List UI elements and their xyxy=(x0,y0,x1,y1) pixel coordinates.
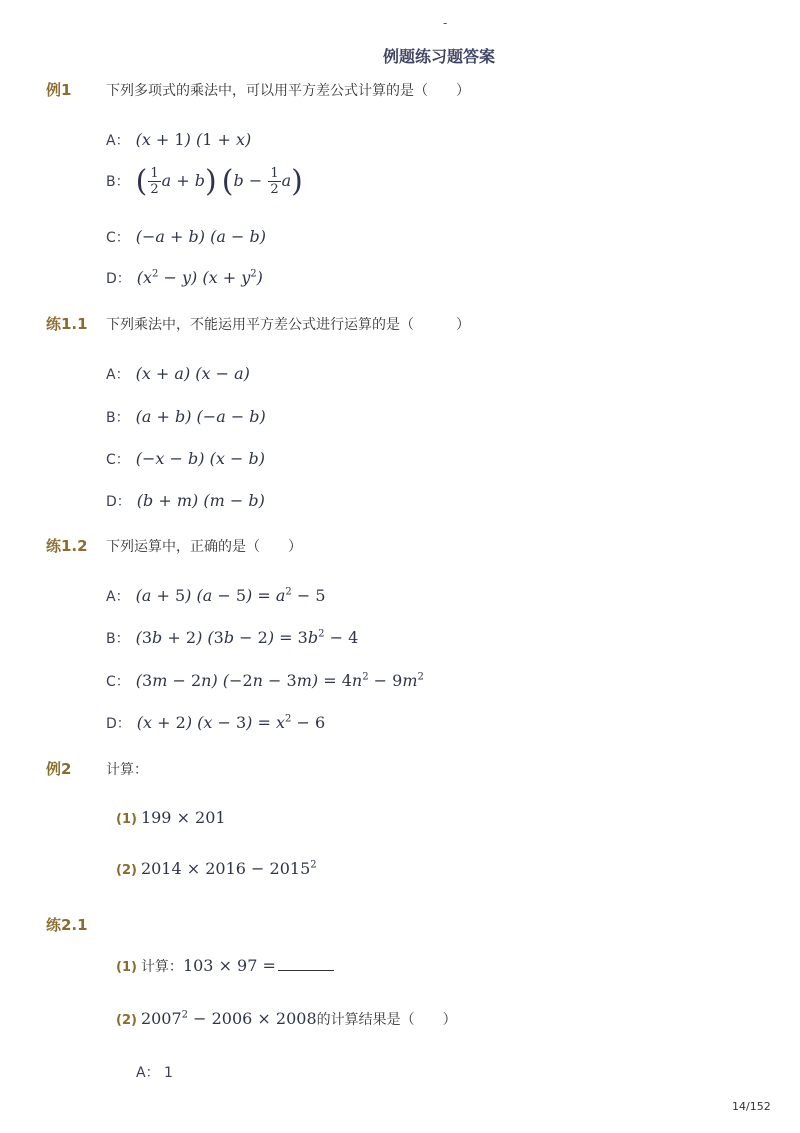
option-prefix: D： xyxy=(106,271,131,287)
question-text-practice-1-2: 下列运算中，正确的是（ ） xyxy=(106,539,302,555)
option-d xyxy=(106,491,265,511)
option-c xyxy=(106,227,266,247)
option-formula: (x + 2) $(x - 3) = x^2 - 6$ xyxy=(136,713,326,732)
option-c xyxy=(106,449,265,469)
option-formula: (−a + b) (a − b) xyxy=(135,227,266,246)
option-prefix: C： xyxy=(106,452,130,468)
page-title: 例题练习题答案 xyxy=(383,47,496,66)
option-a xyxy=(106,364,250,384)
option-d xyxy=(106,713,325,733)
subquestion-1 xyxy=(116,956,334,976)
option-formula: (x + a) (x − a) xyxy=(135,364,250,383)
option-formula: (a + 5) $(a - 5) = a^2 - 5$ xyxy=(135,586,326,605)
subquestion-number: (2) xyxy=(116,863,137,878)
page-number: 14/152 xyxy=(732,1100,771,1113)
fraction-denominator: 2 xyxy=(150,182,159,197)
question-text-example-1: 下列多项式的乘法中，可以用平方差公式计算的是（ ） xyxy=(106,83,470,99)
question-label-example-2: 例2 xyxy=(46,760,72,778)
question-text-practice-1-1: 下列乘法中，不能运用平方差公式进行运算的是（ ） xyxy=(106,317,470,333)
answer-blank xyxy=(278,956,334,971)
option-formula: (b + m) (m − b) xyxy=(136,491,265,510)
fraction-numerator: 1 xyxy=(150,166,159,181)
option-prefix: B： xyxy=(106,631,130,647)
option-prefix: A： xyxy=(106,133,130,149)
option-prefix: A： xyxy=(136,1065,160,1081)
fraction-numerator: 1 xyxy=(270,166,279,181)
option-formula: (a + b) (−a − b) xyxy=(135,407,266,426)
question-label-example-1: 例1 xyxy=(46,81,72,99)
option-formula: (x + 1) (1 + x) xyxy=(135,130,252,149)
subquestion-text: 计算： xyxy=(140,959,183,975)
option-prefix: A： xyxy=(106,367,130,383)
option-prefix: D： xyxy=(106,494,131,510)
option-c xyxy=(106,671,424,691)
header-dash: - xyxy=(443,16,448,30)
option-formula: (3m − 2n) $(-2n - 3m) = 4n^2 - 9m^2$ xyxy=(135,671,424,690)
option-b xyxy=(106,164,303,199)
option-prefix: D： xyxy=(106,716,131,732)
option-formula: (−x − b) (x − b) xyxy=(135,449,265,468)
option-prefix: A： xyxy=(106,589,130,605)
subquestion-formula: $2007^2 - 2006 \times 2008$ xyxy=(140,1009,317,1028)
subquestion-2 xyxy=(116,1009,457,1029)
option-prefix: C： xyxy=(106,230,130,246)
subquestion-text: 的计算结果是（ ） xyxy=(316,1012,457,1028)
subquestion-number: (2) xyxy=(116,1013,137,1028)
option-prefix: B： xyxy=(106,174,130,190)
subquestion-number: (1) xyxy=(116,960,137,975)
question-label-practice-1-2: 练1.2 xyxy=(46,537,88,555)
option-a xyxy=(106,586,326,606)
question-label-practice-2-1: 练2.1 xyxy=(46,916,88,934)
option-value: 1 xyxy=(164,1065,173,1081)
option-b xyxy=(106,407,266,427)
question-label-practice-1-1: 练1.1 xyxy=(46,315,88,333)
option-prefix: C： xyxy=(106,674,130,690)
subquestion-formula: $2014 \times 2016 - 2015^2$ xyxy=(140,859,317,878)
option-d xyxy=(106,268,263,288)
option-a xyxy=(136,1062,173,1082)
option-a xyxy=(106,130,251,150)
question-text-example-2: 计算： xyxy=(106,762,148,778)
option-formula: (3b + 2) $(3b - 2) = 3b^2 - 4$ xyxy=(135,628,359,647)
subquestion-2 xyxy=(116,859,317,878)
option-b xyxy=(106,628,358,648)
subquestion-number: (1) xyxy=(116,812,137,827)
option-formula: $(x^2 - y) (x + y^2)$ xyxy=(136,268,263,287)
option-prefix: B： xyxy=(106,410,130,426)
subquestion-formula: 199 × 201 xyxy=(140,808,226,827)
option-formula: ( $\frac{1}{2}$ a + b) (b − $\frac{1}{2}$ a) xyxy=(135,164,303,199)
subquestion-formula: 103 × 97 = xyxy=(182,956,276,975)
fraction-denominator: 2 xyxy=(270,182,279,197)
subquestion-1 xyxy=(116,808,226,827)
